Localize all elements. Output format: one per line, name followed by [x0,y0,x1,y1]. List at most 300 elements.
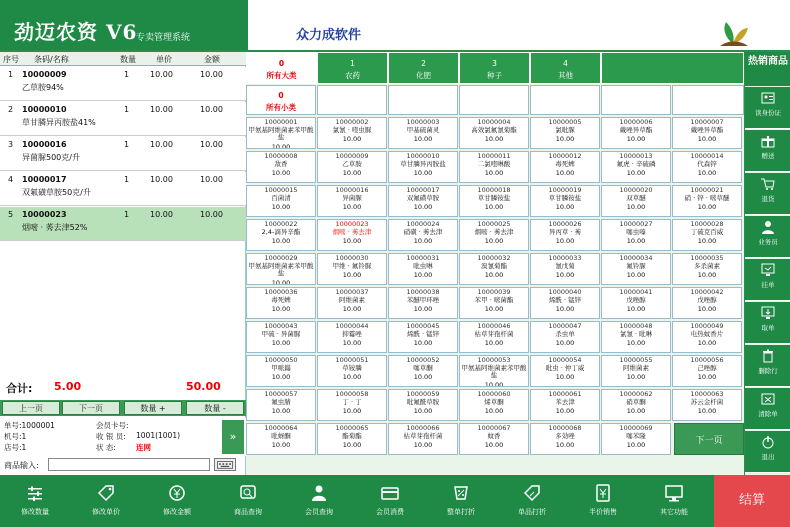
half-price-icon [593,483,613,503]
price-tag-icon [96,483,116,503]
bottom-toolbar-label: 修改单价 [92,508,120,516]
product-cell[interactable] [601,253,671,285]
app-version: V6 [105,20,138,44]
product-cell[interactable] [601,151,671,183]
product-name: 硝磺 · 莠去津 [403,227,443,236]
cart-row-name: 乙草胺94% [22,83,64,92]
app-name: 劲迈农资 [14,20,98,44]
product-price: 10.00 [342,203,362,211]
goods-input[interactable] [48,458,210,471]
product-cell[interactable] [317,423,387,455]
product-cell[interactable] [672,185,742,217]
product-price: 10.00 [342,339,362,347]
product-cell[interactable] [530,423,600,455]
product-code: 10000013 [619,152,653,160]
product-name: 异丙草 · 莠 [548,227,582,236]
grid-next-page-button[interactable]: 下一页 [674,423,744,455]
product-cell[interactable] [459,287,529,319]
right-nav-button[interactable] [745,345,790,387]
product-name: 氯氰 · 喹虫脲 [332,125,372,134]
bottom-toolbar-button[interactable] [0,475,70,527]
product-price: 10.00 [484,135,504,143]
product-cell[interactable] [672,151,742,183]
product-code: 10000011 [477,152,511,160]
product-code: 10000017 [406,186,440,194]
subcategory-tab-empty[interactable] [459,85,529,115]
product-code: 10000054 [548,356,582,364]
product-cell[interactable] [672,287,742,319]
cart-row-no: 5 [8,210,14,219]
bottom-toolbar-label: 其它功能 [660,508,688,516]
right-nav-label: 删除行 [758,367,778,375]
product-code: 10000046 [477,322,511,330]
product-code: 10000056 [690,356,724,364]
product-cell[interactable] [388,287,458,319]
product-cell[interactable] [388,321,458,353]
product-name: 二氯喹啉酸 [477,159,511,168]
product-code: 10000045 [406,322,440,330]
product-price: 10.00 [697,373,717,381]
right-nav-button[interactable] [745,130,790,172]
subcategory-tab-empty[interactable] [672,85,744,115]
product-cell[interactable] [317,117,387,149]
product-cell[interactable] [459,117,529,149]
product-price: 10.00 [342,407,362,415]
checkout-button[interactable]: 结算 [714,475,790,527]
product-cell[interactable] [459,321,529,353]
expand-arrow-icon[interactable]: » [222,420,244,454]
product-code: 10000016 [335,186,369,194]
product-cell[interactable] [388,423,458,455]
product-cell[interactable] [388,219,458,251]
product-cell[interactable] [601,185,671,217]
hot-products-button[interactable] [745,52,790,86]
product-name: 蚊香 [487,431,501,440]
product-name: 氟虫腈 [271,397,291,406]
product-cell[interactable] [530,253,600,285]
product-price: 10.00 [484,305,504,313]
person-icon [760,219,776,235]
category-num: 1 [350,59,355,68]
product-name: 草甘膦异丙胺盐 [400,159,446,168]
product-code: 10000023 [335,220,369,228]
product-price: 10.00 [555,305,575,313]
cart-row[interactable] [0,172,246,206]
cart-return-icon [760,176,776,192]
product-cell[interactable] [317,253,387,285]
right-nav-label: 读身份证 [755,109,781,117]
product-price: 10.00 [342,373,362,381]
product-name: 吡蚜酮 [271,431,291,440]
keyboard-icon[interactable] [214,458,236,471]
product-price: 10.00 [484,203,504,211]
bottom-toolbar-button[interactable] [71,475,141,527]
product-name: 多杀菌素 [694,261,720,270]
product-name: 百菌清 [271,193,291,202]
product-price: 10.00 [626,339,646,347]
status-value: 连网 [136,443,151,452]
product-cell[interactable] [317,321,387,353]
product-cell[interactable] [246,151,316,183]
product-price: 10.00 [413,271,433,279]
product-cell[interactable] [601,389,671,421]
total-label: 合计: [6,382,33,395]
product-cell[interactable] [317,287,387,319]
qty-minus-button[interactable]: 数量 - [186,401,244,415]
right-nav-button[interactable] [745,173,790,215]
category-tab-empty[interactable] [601,52,744,84]
bottom-toolbar-label: 修改金额 [163,508,191,516]
product-price: 10.00 [413,441,433,449]
right-nav-button[interactable] [745,87,790,129]
product-name: 苯去津 [555,397,575,406]
product-name: 氯氰 · 吡啉 [619,329,653,338]
right-nav-button[interactable] [745,216,790,258]
product-cell[interactable] [530,219,600,251]
col-code-name: 条码/名称 [34,55,69,64]
product-cell[interactable] [530,321,600,353]
product-name: 苏云金杆菌 [690,397,724,406]
product-price: 10.00 [484,380,504,387]
cart-row-qty: 1 [124,140,130,149]
qty-plus-button[interactable]: 数量 + [124,401,182,415]
product-price: 10.00 [342,441,362,449]
col-amount: 金额 [204,55,220,64]
product-code: 10000043 [264,322,298,330]
category-tab[interactable] [317,52,388,84]
product-cell[interactable] [459,355,529,387]
product-cell[interactable] [530,389,600,421]
product-code: 10000027 [619,220,653,228]
category-tab[interactable] [388,52,459,84]
product-code: 10000053 [477,356,511,364]
product-name: 噻草酮 [413,363,433,372]
cart-row-qty: 1 [124,70,130,79]
product-name: 吡虫啉 [413,261,433,270]
product-price: 10.00 [697,135,717,143]
product-cell[interactable] [388,389,458,421]
cart-panel [0,52,246,475]
category-name: 农药 [345,71,360,80]
product-cell[interactable] [246,185,316,217]
trash-icon [760,348,776,364]
subcategory-tab-empty[interactable] [530,85,600,115]
product-price: 10.00 [626,237,646,245]
product-price: 10.00 [271,305,291,313]
product-name: 甲氨基阿维菌素苯甲酸盐 [248,125,314,141]
cart-row[interactable] [0,67,246,101]
category-tab[interactable] [459,52,530,84]
product-code: 10000014 [690,152,724,160]
subcategory-tab-empty[interactable] [317,85,387,115]
other-icon [664,483,684,503]
product-price: 10.00 [626,271,646,279]
cart-row-price: 10.00 [150,175,173,184]
product-code: 10000040 [548,288,582,296]
product-name: 枯草芽孢杆菌 [403,431,443,440]
product-price: 10.00 [271,237,291,245]
product-cell[interactable] [672,355,742,387]
product-name: 烟嘧 · 莠去津 [474,227,514,236]
product-code: 10000009 [335,152,369,160]
product-price: 10.00 [413,339,433,347]
cart-row-no: 3 [8,140,14,149]
product-code: 10000041 [619,288,653,296]
product-grid-area [246,52,744,475]
cart-row-price: 10.00 [150,140,173,149]
right-nav-label: 赠送 [761,152,775,160]
product-cell[interactable] [388,185,458,217]
subcategory-num: 0 [278,91,284,100]
product-name: 甲哌鎓 [271,363,291,372]
right-nav-label: 挂单 [761,281,775,289]
category-tab[interactable] [530,52,601,84]
member-icon [309,483,329,503]
product-cell[interactable] [459,219,529,251]
id-card-icon [760,90,776,106]
cart-row-price: 10.00 [150,105,173,114]
product-cell[interactable] [601,321,671,353]
product-price: 10.00 [626,169,646,177]
product-cell[interactable] [317,389,387,421]
product-cell[interactable] [388,253,458,285]
product-name: 吡氟酰草胺 [406,397,440,406]
product-cell[interactable] [317,355,387,387]
product-cell[interactable] [672,321,742,353]
product-name: 阿维菌素 [623,363,649,372]
product-name: 噻虫嗪 [626,227,646,236]
product-name: 异菌脲 [342,193,362,202]
product-code: 10000005 [548,118,582,126]
status-label: 状 态: [96,443,116,452]
product-cell[interactable] [672,219,742,251]
cart-row-amount: 10.00 [200,105,223,114]
product-name: 2,4-滴异辛酯 [261,227,301,236]
bottom-toolbar-label: 修改数量 [21,508,49,516]
product-cell[interactable] [601,117,671,149]
cart-row[interactable] [0,207,246,241]
product-code: 10000007 [690,118,724,126]
product-cell[interactable] [388,151,458,183]
total-qty: 5.00 [54,380,82,393]
product-code: 10000065 [335,424,369,432]
product-code: 10000055 [619,356,653,364]
bottom-toolbar-button[interactable] [426,475,496,527]
product-name: 硝 · 锌 · 嘧草醚 [684,193,730,202]
bottom-toolbar-label: 整单打折 [447,508,475,516]
product-price: 10.00 [484,339,504,347]
company-name: 众力成软件 [296,28,362,43]
product-price: 10.00 [271,278,291,285]
right-nav-button[interactable] [745,388,790,430]
product-cell[interactable] [459,389,529,421]
product-code: 10000006 [619,118,653,126]
product-name: 乙草胺 [342,159,362,168]
product-name: 丁硫克百威 [690,227,724,236]
product-price: 10.00 [271,142,291,149]
bottom-toolbar-button[interactable] [284,475,354,527]
product-price: 10.00 [271,407,291,415]
cart-row-name: 草甘膦异丙胺盐41% [22,118,96,127]
cart-row-code: 10000023 [22,210,67,219]
sliders-icon [25,483,45,503]
product-name: 甲硫 · 异菌脲 [261,329,301,338]
session-info [0,418,246,456]
product-cell[interactable] [459,185,529,217]
cart-row-code: 10000016 [22,140,67,149]
category-tab[interactable] [246,52,317,84]
prev-page-button[interactable]: 上一页 [2,401,60,415]
doc-no: 单号:1000001 [4,421,55,430]
product-code: 10000032 [477,254,511,262]
product-cell[interactable] [459,253,529,285]
product-cell[interactable] [672,389,742,421]
product-cell[interactable] [246,287,316,319]
category-name: 所有大类 [266,71,297,80]
cart-row-amount: 10.00 [200,175,223,184]
category-name: 其他 [558,71,573,80]
product-cell[interactable] [317,151,387,183]
bottom-toolbar-button[interactable] [639,475,709,527]
product-code: 10000002 [335,118,369,126]
subcategory-tab[interactable] [246,85,316,115]
bottom-toolbar-button[interactable] [497,475,567,527]
product-name: 噻苯隆 [626,431,646,440]
product-price: 10.00 [555,339,575,347]
product-price: 10.00 [342,135,362,143]
cart-header [0,52,246,66]
product-price: 10.00 [271,169,291,177]
cart-row-code: 10000010 [22,105,67,114]
right-nav-label: 退出 [761,453,775,461]
product-cell[interactable] [388,117,458,149]
product-cell[interactable] [459,151,529,183]
product-name: 代森锌 [697,159,717,168]
right-nav-button[interactable] [745,431,790,473]
next-page-button[interactable]: 下一页 [62,401,120,415]
product-cell[interactable] [601,219,671,251]
product-code: 10000004 [477,118,511,126]
bottom-toolbar-button[interactable] [142,475,212,527]
right-nav-label: 退货 [761,195,775,203]
product-name: 甲维 · 氟铃脲 [332,261,372,270]
product-price: 10.00 [342,169,362,177]
product-cell[interactable] [672,253,742,285]
product-cell[interactable] [388,355,458,387]
product-cell[interactable] [601,423,671,455]
product-cell[interactable] [530,185,600,217]
totals-row [0,380,246,398]
product-cell[interactable] [246,117,316,149]
machine-no: 机号:1 [4,432,27,441]
product-price: 10.00 [697,237,717,245]
product-cell[interactable] [530,355,600,387]
product-cell[interactable] [530,151,600,183]
product-cell[interactable] [530,287,600,319]
product-cell[interactable] [672,117,742,149]
cart-row-qty: 1 [124,175,130,184]
product-name: 戊唑醇 [626,295,646,304]
product-code: 10000015 [264,186,298,194]
product-price: 10.00 [271,339,291,347]
product-cell[interactable] [246,355,316,387]
product-cell[interactable] [246,423,316,455]
product-code: 10000024 [406,220,440,228]
product-code: 10000058 [335,390,369,398]
leaf-logo-icon [716,18,750,48]
product-cell[interactable] [246,219,316,251]
bottom-toolbar-button[interactable] [355,475,425,527]
product-name: 草甘膦铵盐 [548,193,582,202]
product-cell[interactable] [317,219,387,251]
product-cell[interactable] [317,185,387,217]
bottom-toolbar-label: 会员查询 [305,508,333,516]
product-price: 10.00 [413,305,433,313]
product-cell[interactable] [459,423,529,455]
cart-row-no: 4 [8,175,14,184]
cart-row[interactable] [0,102,246,136]
product-cell[interactable] [601,287,671,319]
product-name: 戊唑醇 [697,295,717,304]
product-price: 10.00 [342,305,362,313]
product-price: 10.00 [413,135,433,143]
subcategory-name: 所有小类 [266,103,296,112]
bottom-toolbar-label: 商品查询 [234,508,262,516]
product-price: 10.00 [697,169,717,177]
product-cell[interactable] [246,253,316,285]
product-price: 10.00 [626,407,646,415]
product-name: 戴唑异草酯 [619,125,653,134]
cashier-label: 收 银 员: [96,432,126,441]
product-code: 10000067 [477,424,511,432]
product-cell[interactable] [246,321,316,353]
product-price: 10.00 [697,407,717,415]
cart-row[interactable] [0,137,246,171]
product-code: 10000047 [548,322,582,330]
bottom-toolbar-button[interactable] [568,475,638,527]
app-title [14,16,137,45]
right-nav-button[interactable] [745,259,790,301]
product-name: 氟虎 · 辛硫磷 [616,159,656,168]
product-code: 10000052 [406,356,440,364]
cashier-value: 1001(1001) [136,431,181,440]
product-code: 10000066 [406,424,440,432]
product-code: 10000003 [406,118,440,126]
product-name: 杀虫单 [555,329,575,338]
product-name: 高效氯氟氰菊酯 [471,125,517,134]
subcategory-tab-empty[interactable] [388,85,458,115]
product-cell[interactable] [530,117,600,149]
product-cell[interactable] [246,389,316,421]
product-price: 10.00 [626,203,646,211]
product-name: 氟铃脲 [626,261,646,270]
right-nav-button[interactable] [745,302,790,344]
subcategory-tab-empty[interactable] [601,85,671,115]
product-code: 10000051 [335,356,369,364]
cart-row-amount: 10.00 [200,70,223,79]
category-num: 0 [278,59,285,68]
product-price: 10.00 [342,271,362,279]
product-name: 烯酰 · 锰锌 [406,329,440,338]
bottom-toolbar-button[interactable] [213,475,283,527]
product-code: 10000042 [690,288,724,296]
product-name: 溴氰菊酯 [481,261,507,270]
product-price: 10.00 [697,305,717,313]
header-bar [0,0,790,52]
product-code: 10000039 [477,288,511,296]
product-cell[interactable] [601,355,671,387]
product-name: 敌香 [274,159,288,168]
